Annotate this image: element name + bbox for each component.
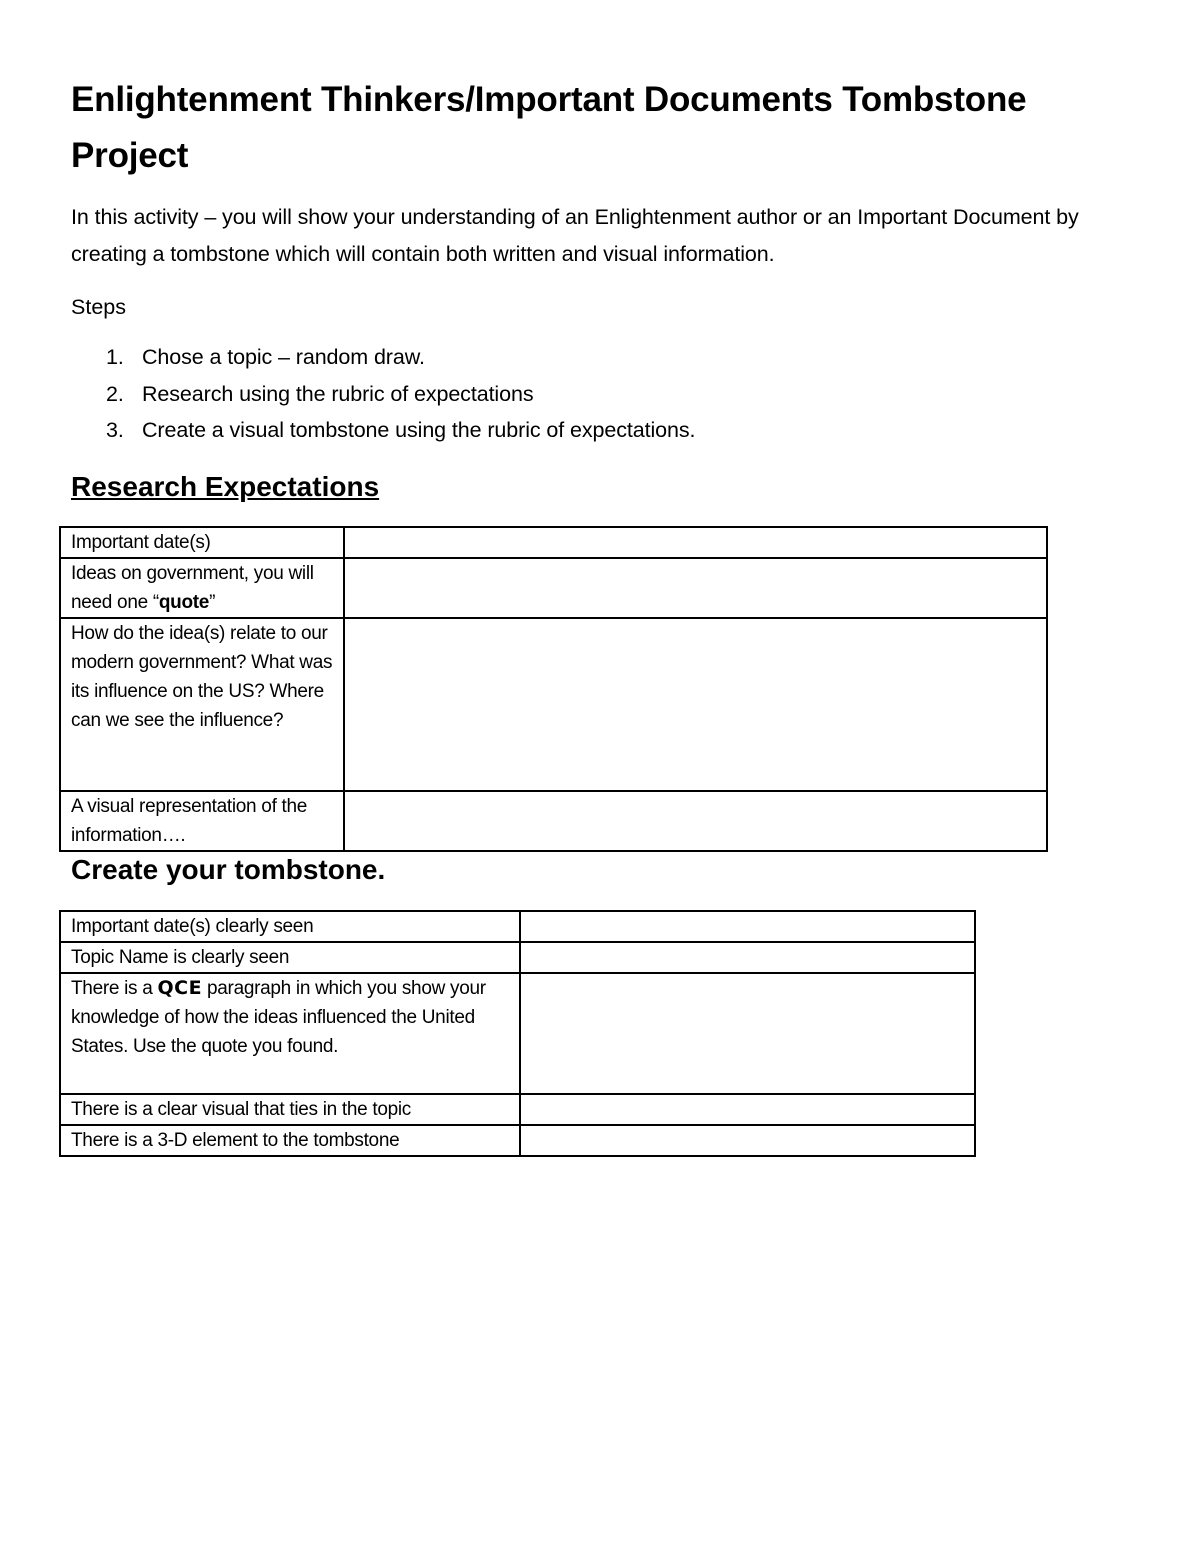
table-row <box>60 618 1047 791</box>
table-row <box>60 527 1047 558</box>
row-value-cell <box>344 527 1047 558</box>
step-text: Research using the rubric of expectations <box>142 381 534 406</box>
row-label <box>60 558 344 618</box>
step-number: 2. <box>106 381 124 406</box>
step-number: 3. <box>106 418 124 442</box>
row-value-cell <box>520 1094 975 1125</box>
table-row <box>60 1094 975 1125</box>
steps-label: Steps <box>71 295 126 319</box>
row-label: Important date(s) clearly seen <box>60 911 520 942</box>
row-label: There is a 3-D element to the tombstone <box>60 1125 520 1156</box>
row-label: A visual representation of the information…. <box>60 791 344 851</box>
create-tombstone-heading <box>71 851 385 889</box>
row-value-cell <box>344 558 1047 618</box>
step-item <box>106 415 695 452</box>
step-item <box>106 379 695 416</box>
row-label-text-end: paragraph in which you show your knowledge of how the ideas influenced the United States. Use the quote you found. <box>71 978 486 1057</box>
tombstone-rubric-table <box>59 910 976 1157</box>
research-expectations-table <box>59 526 1048 852</box>
row-label-text: Ideas on government, you will need one “ <box>71 563 314 613</box>
row-label <box>60 973 520 1094</box>
row-label: Topic Name is clearly seen <box>60 942 520 973</box>
row-value-cell <box>520 911 975 942</box>
create-heading-period: . <box>377 854 386 885</box>
table-row <box>60 973 975 1094</box>
row-label: There is a clear visual that ties in the topic <box>60 1094 520 1125</box>
step-number: 1. <box>106 345 124 369</box>
row-label-text: There is a <box>71 978 158 999</box>
table-row <box>60 911 975 942</box>
row-value-cell <box>520 1125 975 1156</box>
table-row <box>60 791 1047 851</box>
row-label: Important date(s) <box>60 527 344 558</box>
intro-paragraph: In this activity – you will show your understanding of an Enlightenment author or an Important Document by creating a tombstone which will contain both written and visual information. <box>71 205 1079 266</box>
table-row <box>60 558 1047 618</box>
research-expectations-heading: Research Expectations <box>71 471 380 502</box>
row-value-cell <box>520 973 975 1094</box>
table-row <box>60 1125 975 1156</box>
page-title: Enlightenment Thinkers/Important Documents Tombstone Project <box>71 80 1027 175</box>
row-value-cell <box>520 942 975 973</box>
row-label-text-end: ” <box>209 592 216 613</box>
create-heading-text: Create your tombstone <box>71 854 378 885</box>
row-value-cell <box>344 618 1047 791</box>
step-item <box>106 342 695 379</box>
table-row <box>60 942 975 973</box>
row-label: How do the idea(s) relate to our modern government? What was its influence on the US? Where can we see the influence? <box>60 618 344 791</box>
quote-emphasis: quote <box>158 592 210 613</box>
row-value-cell <box>344 791 1047 851</box>
qce-emphasis: QCE <box>157 977 203 999</box>
step-text: Create a visual tombstone using the rubric of expectations. <box>142 418 696 442</box>
step-text: Chose a topic – random draw. <box>142 345 425 369</box>
steps-list <box>106 342 695 452</box>
